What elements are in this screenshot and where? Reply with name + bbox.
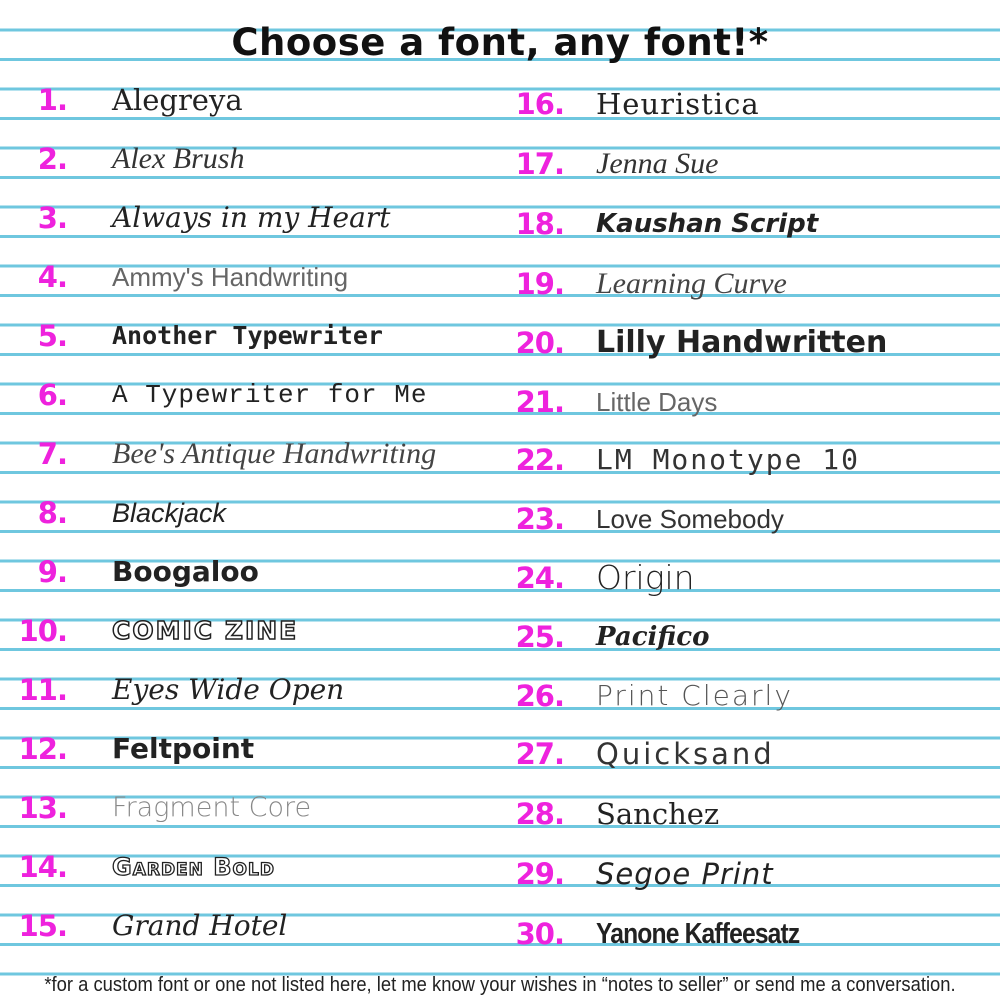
font-name: Kaushan Script: [596, 209, 819, 239]
font-number: 20.: [515, 326, 564, 360]
font-entry-lm-monotype-10: [500, 440, 1000, 490]
font-number: 26.: [515, 679, 564, 713]
font-number: 28.: [515, 797, 564, 831]
font-entry-learning-curve: [500, 264, 1000, 314]
font-entry-yanone-kaffeesatz: [500, 914, 1000, 964]
font-name: Blackjack: [112, 498, 227, 528]
font-entry-quicksand: [500, 734, 1000, 784]
font-number: 22.: [515, 443, 564, 477]
font-entry-eyes-wide-open: [0, 670, 500, 720]
font-name: Always in my Heart: [112, 201, 391, 234]
font-name: Garden Bold: [112, 853, 275, 881]
font-number: 13.: [18, 791, 67, 825]
font-name: Origin: [596, 558, 695, 597]
font-name: Love Somebody: [596, 504, 784, 534]
font-number: 24.: [515, 561, 564, 595]
font-entry-little-days: [500, 382, 1000, 432]
font-name: Heuristica: [596, 87, 760, 121]
font-name: Eyes Wide Open: [112, 673, 345, 706]
font-entry-lilly-handwritten: [500, 323, 1000, 373]
font-number: 4.: [37, 260, 67, 294]
footer-note: *for a custom font or one not listed here, let me know your wishes in “notes to seller” or send me a conversation.: [44, 974, 956, 996]
font-number: 19.: [515, 267, 564, 301]
font-name: Boogaloo: [112, 555, 259, 588]
font-name: Another Typewriter: [112, 321, 383, 350]
font-name: Bee's Antique Handwriting: [112, 437, 437, 470]
font-entry-segoe-print: [500, 854, 1000, 904]
font-entry-always-in-my-heart: [0, 198, 500, 248]
font-name: Quicksand: [596, 737, 775, 771]
font-name: COMIC ZINE: [112, 616, 299, 645]
font-entry-kaushan-script: [500, 204, 1000, 254]
font-number: 8.: [37, 496, 67, 530]
font-number: 30.: [515, 917, 564, 951]
font-entry-bees-antique-handwriting: [0, 434, 500, 484]
font-entry-ammys-handwriting: [0, 257, 500, 307]
font-number: 15.: [18, 909, 67, 943]
font-number: 10.: [18, 614, 67, 648]
font-number: 3.: [37, 201, 67, 235]
font-name: Sanchez: [596, 797, 720, 831]
font-entry-alegreya: [0, 80, 500, 130]
font-entry-fragment-core: [0, 788, 500, 838]
font-number: 11.: [18, 673, 67, 707]
font-entry-print-clearly: [500, 676, 1000, 726]
font-entry-another-typewriter: [0, 316, 500, 366]
font-number: 14.: [18, 850, 67, 884]
font-name: Jenna Sue: [596, 147, 719, 180]
font-name: Pacifico: [596, 622, 710, 652]
font-name: Alegreya: [112, 83, 243, 117]
font-name: A Typewriter for Me: [112, 380, 428, 410]
font-entry-comic-zine: [0, 611, 500, 661]
font-entry-alex-brush: [0, 139, 500, 189]
font-name: Grand Hotel: [112, 909, 288, 942]
font-number: 6.: [37, 378, 67, 412]
font-name: Segoe Print: [596, 857, 774, 891]
font-list-left: [0, 80, 500, 960]
font-entry-garden-bold: [0, 847, 500, 897]
font-number: 17.: [515, 147, 564, 181]
font-number: 29.: [515, 857, 564, 891]
font-number: 9.: [37, 555, 67, 589]
font-name: Fragment Core: [112, 792, 312, 823]
font-name: Ammy's Handwriting: [112, 262, 349, 292]
font-number: 21.: [515, 385, 564, 419]
font-number: 23.: [515, 502, 564, 536]
font-name: Alex Brush: [112, 142, 245, 175]
font-name: Learning Curve: [596, 267, 787, 300]
font-entry-jenna-sue: [500, 144, 1000, 194]
font-number: 7.: [37, 437, 67, 471]
font-entry-grand-hotel: [0, 906, 500, 956]
font-number: 2.: [37, 142, 67, 176]
font-name: Little Days: [596, 387, 718, 417]
font-number: 1.: [37, 83, 67, 117]
font-number: 18.: [515, 207, 564, 241]
font-entry-pacifico: [500, 617, 1000, 667]
page-title: Choose a font, any font!*: [231, 21, 769, 64]
font-name: Feltpoint: [112, 732, 255, 765]
font-number: 16.: [515, 87, 564, 121]
font-number: 12.: [18, 732, 67, 766]
font-entry-origin: [500, 558, 1000, 608]
font-name: Yanone Kaffeesatz: [596, 918, 800, 950]
font-name: LM Monotype 10: [596, 443, 861, 476]
font-entry-blackjack: [0, 493, 500, 543]
font-entry-boogaloo: [0, 552, 500, 602]
font-number: 27.: [515, 737, 564, 771]
font-list-right: [500, 80, 1000, 960]
font-entry-love-somebody: [500, 499, 1000, 549]
font-entry-sanchez: [500, 794, 1000, 844]
font-entry-feltpoint: [0, 729, 500, 779]
font-entry-heuristica: [500, 84, 1000, 134]
font-number: 5.: [37, 319, 67, 353]
font-name: Lilly Handwritten: [596, 325, 888, 360]
font-name: Print Clearly: [596, 679, 793, 712]
font-number: 25.: [515, 620, 564, 654]
font-entry-a-typewriter-for-me: [0, 375, 500, 425]
